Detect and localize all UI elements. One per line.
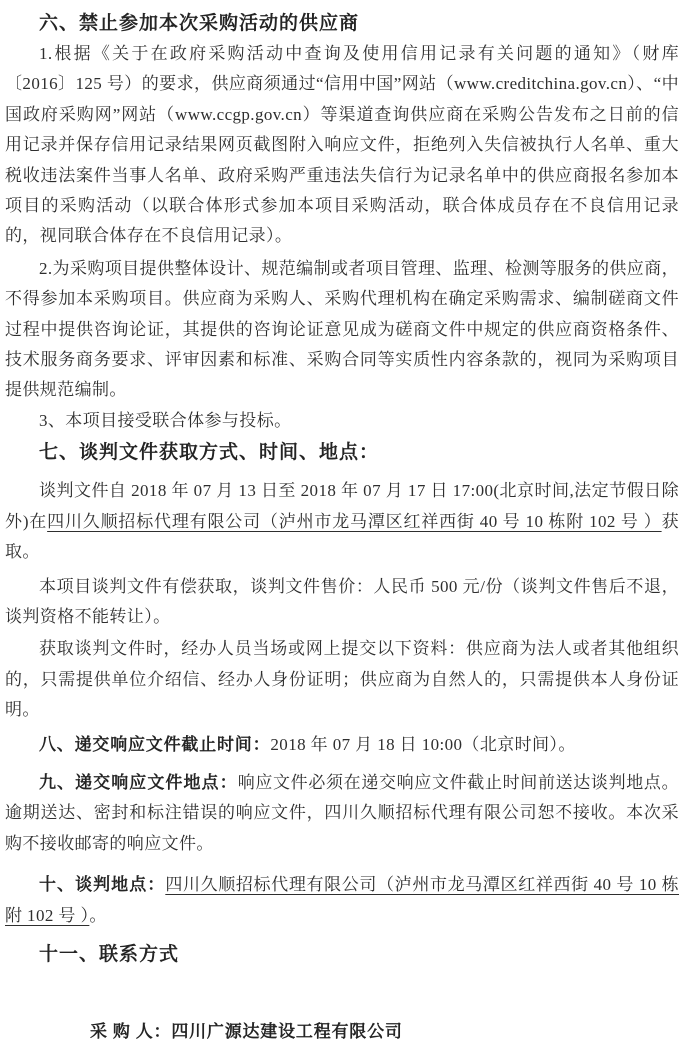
section-6-para-consortium: 3、本项目接受联合体参与投标。	[39, 410, 292, 430]
section-7-para-obtain	[5, 476, 679, 567]
buyer-label: 采 购 人：	[90, 1021, 172, 1041]
section-11-heading: 十一、联系方式	[39, 943, 180, 965]
section-7-para-materials: 获取谈判文件时，经办人员当场或网上提交以下资料：供应商为法人或者其他组织的，只需提供单位介绍信、经办人身份证明；供应商为自然人的，只需提供本人身份证明。	[5, 639, 679, 720]
obtain-suffix-text: 获取。	[5, 511, 679, 562]
obtain-time-text: 谈判文件自 2018 年 07 月 13 日至 2018 年 07 月 17 日 17:00(北京时间,法定节假日除外)在	[5, 481, 679, 531]
section-6-para-credit-check: 1.根据《关于在政府采购活动中查询及使用信用记录有关问题的通知》（财库〔2016〕125 号）的要求，供应商须通过“信用中国”网站（www.creditchina.gov.cn）、“中国政府采购网”网站（www.ccgp.gov.cn）等渠道查询供应商在采购公告发布之日前的信用记录并保存信用记录结果网页截图附入响应文件，拒绝列入失信被执行人名单、重大税收违法案件当事人名单、政府采购严重违法失信行为记录名单中的供应商报名参加本项目的采购活动（以联合体形式参加本项目采购活动，联合体成员存在不良信用记录的，视同联合体存在不良信用记录）。	[5, 44, 679, 246]
section-6-para-service-provider: 2.为采购项目提供整体设计、规范编制或者项目管理、监理、检测等服务的供应商，不得参加本采购项目。供应商为采购人、采购代理机构在确定采购需求、编制磋商文件过程中提供咨询论证，其提供的咨询论证意见成为磋商文件中规定的供应商资格条件、技术服务商务要求、评审因素和标准、采购合同等实质性内容条款的，视同为采购项目提供规范编制。	[5, 258, 679, 400]
section-10-label: 十、谈判地点：	[39, 875, 166, 895]
section-8-label: 八、递交响应文件截止时间：	[39, 734, 271, 754]
section-10-para-location	[5, 870, 679, 931]
section-8-para-deadline	[5, 730, 679, 760]
section-9-label: 九、递交响应文件地点：	[39, 772, 238, 792]
section-9-delivery-text: 响应文件必须在递交响应文件截止时间前送达谈判地点。逾期送达、密封和标注错误的响应文件，四川久顺招标代理有限公司恕不接收。本次采购不接收邮寄的响应文件。	[5, 772, 679, 853]
section-8-deadline-text: 2018 年 07 月 18 日 10:00（北京时间）。	[270, 734, 576, 754]
section-6-heading: 六、禁止参加本次采购活动的供应商	[39, 13, 360, 34]
section-9-para-delivery	[5, 768, 679, 859]
agency-address-underlined: 四川久顺招标代理有限公司（泸州市龙马潭区红祥西街 40 号 10 栋附 102 号 ）	[47, 511, 662, 531]
section-7-heading: 七、谈判文件获取方式、时间、地点：	[39, 442, 380, 464]
section-10-suffix-text: 。	[89, 905, 107, 925]
buyer-name: 四川广源达建设工程有限公司	[171, 1021, 403, 1041]
section-7-para-price: 本项目谈判文件有偿获取，谈判文件售价：人民币 500 元/份（谈判文件售后不退，谈判资格不能转让）。	[5, 576, 679, 626]
buyer-line	[5, 1017, 679, 1047]
negotiation-address-underlined: 四川久顺招标代理有限公司（泸州市龙马潭区红祥西街 40 号 10 栋附 102 号 ）	[5, 875, 679, 925]
